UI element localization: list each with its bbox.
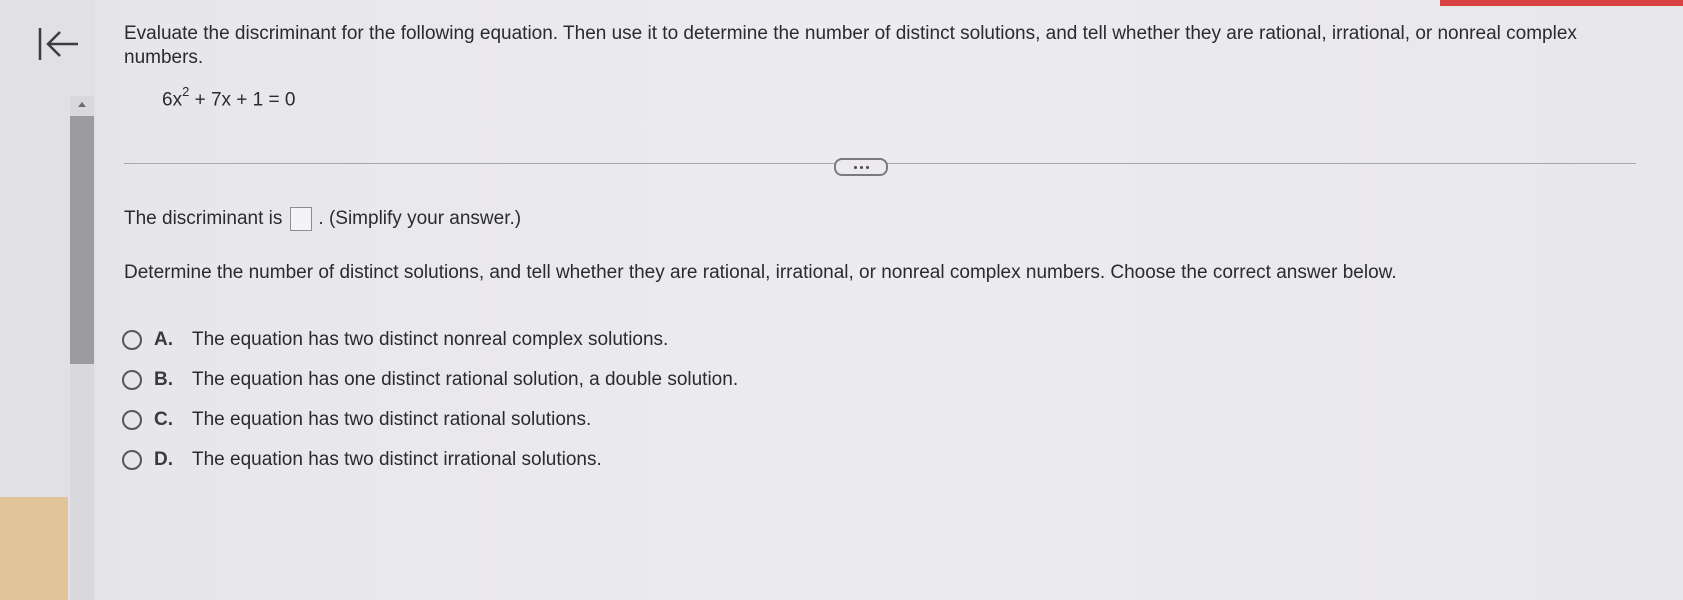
- equation-rest: + 7x + 1 = 0: [189, 89, 296, 111]
- ellipsis-icon: [854, 166, 857, 169]
- option-b[interactable]: [122, 360, 738, 400]
- radio-button[interactable]: [122, 450, 142, 470]
- equation-exponent: 2: [182, 84, 190, 99]
- question-text: Determine the number of distinct solutions, and tell whether they are rational, irrational, or nonreal complex numbers. Choose the correct answer below.: [124, 262, 1397, 283]
- radio-button[interactable]: [122, 330, 142, 350]
- background-edge: [0, 497, 68, 600]
- answer-prefix: The discriminant is: [124, 208, 283, 229]
- caret-up-icon: [70, 99, 94, 116]
- show-more-button[interactable]: [834, 158, 888, 176]
- equation: [162, 86, 295, 111]
- top-accent-bar: [1440, 0, 1683, 6]
- option-text: The equation has two distinct rational solutions.: [192, 409, 592, 430]
- ellipsis-icon: [860, 166, 863, 169]
- vertical-scrollbar[interactable]: [70, 96, 94, 600]
- option-text: The equation has one distinct rational solution, a double solution.: [192, 369, 739, 390]
- problem-area: [124, 22, 1604, 111]
- answer-suffix: . (Simplify your answer.): [318, 208, 522, 229]
- back-button[interactable]: [36, 24, 82, 64]
- scroll-up-button[interactable]: [70, 96, 94, 112]
- ellipsis-icon: [866, 166, 869, 169]
- option-d[interactable]: [122, 440, 738, 480]
- discriminant-input[interactable]: [290, 207, 312, 231]
- option-c[interactable]: [122, 400, 738, 440]
- answer-options: [122, 320, 738, 480]
- option-letter: D.: [154, 449, 173, 470]
- problem-instructions: Evaluate the discriminant for the following equation. Then use it to determine the number of distinct solutions, and tell whether they are rational, irrational, or nonreal complex numbers.: [124, 23, 1577, 68]
- equation-term-a: 6x: [162, 89, 183, 111]
- discriminant-answer-line: [124, 207, 521, 231]
- scroll-thumb[interactable]: [70, 116, 94, 364]
- option-a[interactable]: [122, 320, 738, 360]
- radio-button[interactable]: [122, 410, 142, 430]
- option-letter: A.: [154, 329, 173, 350]
- option-letter: B.: [154, 369, 173, 390]
- radio-button[interactable]: [122, 370, 142, 390]
- arrow-left-to-bar-icon: [36, 24, 82, 64]
- option-letter: C.: [154, 409, 173, 430]
- option-text: The equation has two distinct nonreal complex solutions.: [192, 329, 669, 350]
- option-text: The equation has two distinct irrational solutions.: [192, 449, 602, 470]
